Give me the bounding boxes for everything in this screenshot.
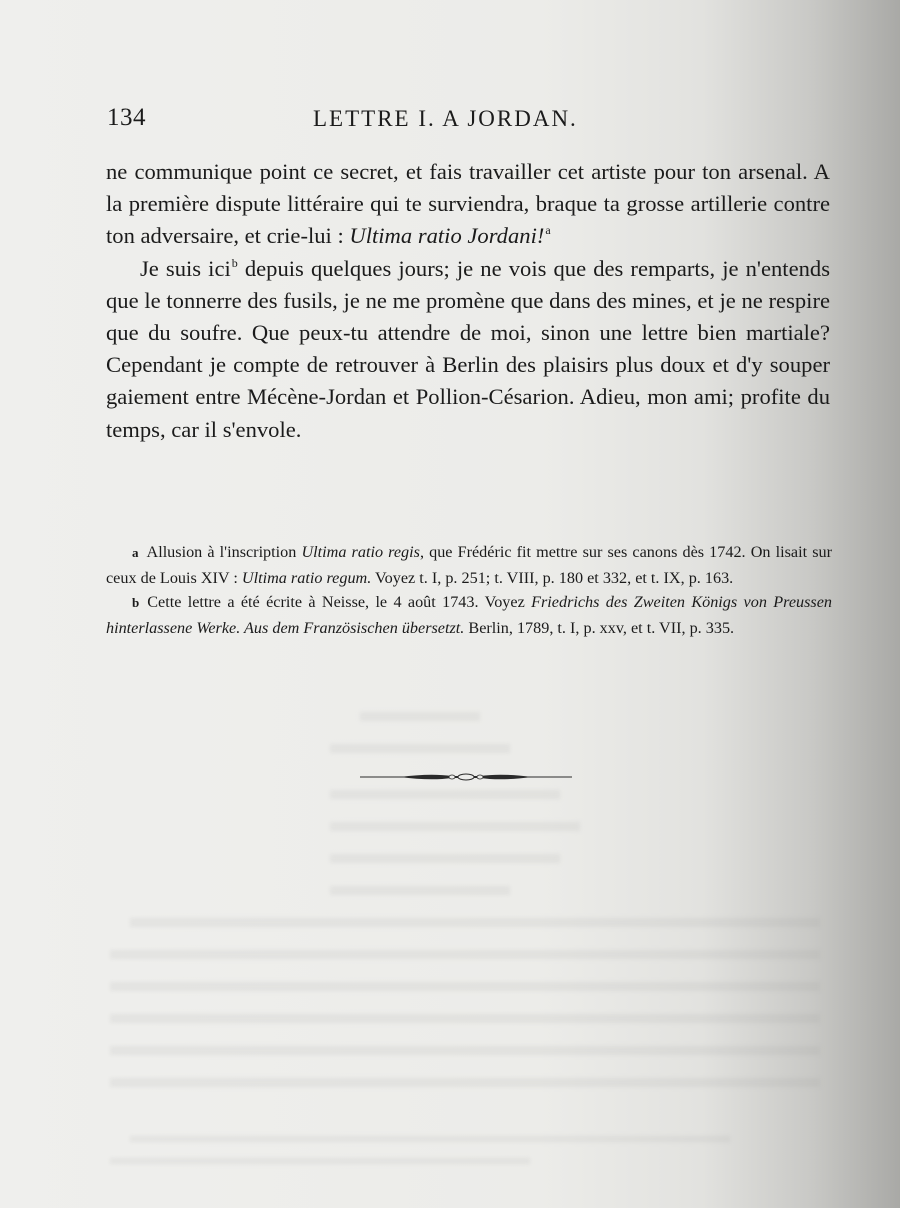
footnote-a-text-3: Voyez t. I, p. 251; t. VIII, p. 180 et 332, et t. IX, p. 163. xyxy=(371,568,734,587)
footnote-a-mark: a xyxy=(132,545,139,560)
page-header xyxy=(107,104,829,136)
paragraph-2-text-start: Je suis ici xyxy=(140,255,231,281)
footnote-ref-a: a xyxy=(545,223,551,238)
footnote-a-italic-2: Ultima ratio regum. xyxy=(241,568,372,587)
running-head: LETTRE I. A JORDAN. xyxy=(313,106,578,131)
paragraph-2 xyxy=(106,253,830,446)
footnote-a-text-2: , que Frédéric fit mettre sur ses canons dès 1742. On lisait sur ceux de Louis XIV : xyxy=(106,543,832,587)
footnotes xyxy=(106,540,832,640)
paragraph-2-text-rest: depuis quelques jours; je ne vois que des remparts, je n'entends que le tonnerre des fusils, je ne me promène que dans des mines, et je ne respire que du soufre. Que peux-tu attendre de moi, sinon une lettre bien martiale? Cependant je compte de retrouver à Berlin des plaisirs plus doux et d'y souper gaiement entre Mécène-Jordan et Pollion-Césarion. Adieu, mon ami; profite du temps, car il s'envole. xyxy=(106,255,830,442)
paragraph-1 xyxy=(106,156,830,253)
footnote-a-text-1: Allusion à l'inscription xyxy=(146,543,302,561)
footnote-b-italic-1: Friedrichs des Zweiten Königs von Preussen hinterlassene Werke. Aus dem Französischen übersetzt. xyxy=(106,593,832,637)
ornament-rule xyxy=(360,770,572,784)
letter-body xyxy=(106,156,830,446)
footnote-b xyxy=(106,590,832,640)
footnote-ref-b: b xyxy=(231,255,238,270)
paragraph-1-italic: Ultima ratio Jordani! xyxy=(349,223,545,249)
footnote-a xyxy=(106,540,832,590)
footnote-b-text-2: Berlin, 1789, t. I, p. xxv, et t. VII, p. 335. xyxy=(464,618,735,637)
show-through-text xyxy=(0,690,900,1208)
paragraph-1-text: ne communique point ce secret, et fais travailler cet artiste pour ton arsenal. A la première dispute littéraire qui te surviendra, braque ta grosse artillerie contre ton adversaire, et crie-lui : xyxy=(106,159,830,249)
footnote-b-text-1: Cette lettre a été écrite à Neisse, le 4 août 1743. Voyez xyxy=(147,593,532,611)
page-number: 134 xyxy=(107,104,146,131)
footnote-a-italic-1: Ultima ratio regis xyxy=(301,543,420,561)
footnote-b-mark: b xyxy=(132,595,140,610)
